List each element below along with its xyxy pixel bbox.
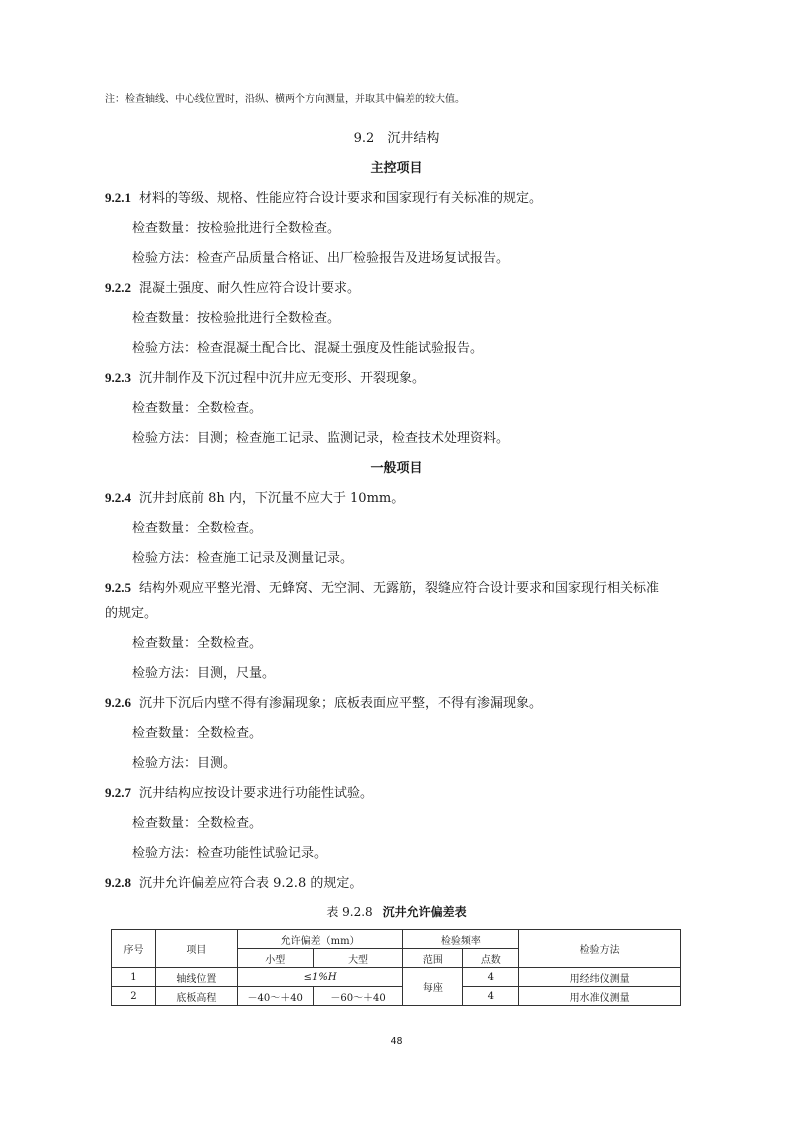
page-number: 48 — [390, 1036, 403, 1047]
heading-main-items: 主控项目 — [370, 161, 423, 176]
clause-9-2-8 — [105, 872, 362, 891]
table-number: 表 9.2.8 — [326, 905, 373, 919]
inspection-quantity: 检查数量：全数检查。 — [132, 636, 263, 651]
cell-large: －60～＋40 — [313, 987, 403, 1006]
inspection-quantity: 检查数量：全数检查。 — [132, 726, 263, 741]
heading-general-items: 一般项目 — [370, 461, 423, 476]
inspection-method: 检验方法：目测。 — [132, 756, 237, 771]
header-range: 范围 — [403, 949, 463, 968]
cell-seq: 1 — [112, 968, 156, 987]
clause-number: 9.2.3 — [105, 370, 131, 385]
clause-text: 沉井结构应按设计要求进行功能性试验。 — [139, 786, 374, 801]
inspection-method: 检验方法：目测；检查施工记录、监测记录，检查技术处理资料。 — [132, 431, 510, 446]
clause-number: 9.2.4 — [105, 490, 131, 505]
inspection-quantity: 检查数量：全数检查。 — [132, 401, 263, 416]
header-item: 项目 — [155, 930, 237, 968]
cell-seq: 2 — [112, 987, 156, 1006]
cell-tolerance: ≤1%H — [237, 968, 403, 987]
clause-number: 9.2.7 — [105, 785, 131, 800]
clause-number: 9.2.8 — [105, 875, 131, 890]
clause-9-2-1 — [105, 187, 542, 206]
clause-number: 9.2.2 — [105, 280, 131, 295]
clause-9-2-3 — [105, 367, 425, 386]
inspection-quantity: 检查数量：按检验批进行全数检查。 — [132, 311, 341, 326]
inspection-method: 检验方法：检查施工记录及测量记录。 — [132, 551, 354, 566]
inspection-method: 检验方法：检查功能性试验记录。 — [132, 846, 328, 861]
section-title: 9.2 沉井结构 — [353, 131, 440, 146]
clause-text: 混凝土强度、耐久性应符合设计要求。 — [139, 281, 361, 296]
cell-item: 底板高程 — [155, 987, 237, 1006]
clause-9-2-6 — [105, 692, 542, 711]
clause-text-continued: 的规定。 — [105, 606, 158, 621]
clause-text: 沉井允许偏差应符合表 9.2.8 的规定。 — [139, 876, 363, 891]
table-row — [112, 987, 681, 1006]
cell-points: 4 — [463, 987, 519, 1006]
inspection-quantity: 检查数量：全数检查。 — [132, 521, 263, 536]
clause-9-2-2 — [105, 277, 360, 296]
inspection-method: 检验方法：检查产品质量合格证、出厂检验报告及进场复试报告。 — [132, 251, 510, 266]
header-tolerance: 允许偏差（mm） — [237, 930, 403, 949]
inspection-method: 检验方法：目测，尺量。 — [132, 666, 276, 681]
clause-text: 沉井下沉后内壁不得有渗漏现象；底板表面应平整，不得有渗漏现象。 — [139, 696, 543, 711]
clause-9-2-7 — [105, 782, 373, 801]
table-title: 沉井允许偏差表 — [382, 905, 467, 919]
header-points: 点数 — [463, 949, 519, 968]
cell-range: 每座 — [403, 968, 463, 1006]
cell-small: －40～＋40 — [237, 987, 313, 1006]
clause-text: 材料的等级、规格、性能应符合设计要求和国家现行有关标准的规定。 — [139, 191, 543, 206]
clause-text: 沉井封底前 8h 内，下沉量不应大于 10mm。 — [139, 491, 405, 506]
header-method: 检验方法 — [519, 930, 681, 968]
clause-text: 沉井制作及下沉过程中沉井应无变形、开裂现象。 — [139, 371, 426, 386]
table-footnote: 注：检查轴线、中心线位置时，沿纵、横两个方向测量，并取其中偏差的较大值。 — [105, 94, 465, 105]
tolerance-table — [111, 929, 681, 1006]
clause-9-2-5 — [105, 577, 659, 596]
cell-method: 用经纬仪测量 — [519, 968, 681, 987]
header-small: 小型 — [237, 949, 313, 968]
inspection-quantity: 检查数量：全数检查。 — [132, 816, 263, 831]
inspection-quantity: 检查数量：按检验批进行全数检查。 — [132, 221, 341, 236]
clause-number: 9.2.1 — [105, 190, 131, 205]
clause-text: 结构外观应平整光滑、无蜂窝、无空洞、无露筋，裂缝应符合设计要求和国家现行相关标准 — [139, 581, 660, 596]
cell-points: 4 — [463, 968, 519, 987]
clause-number: 9.2.6 — [105, 695, 131, 710]
cell-method: 用水准仪测量 — [519, 987, 681, 1006]
inspection-method: 检验方法：检查混凝土配合比、混凝土强度及性能试验报告。 — [132, 341, 484, 356]
table-row — [112, 968, 681, 987]
table-header-row — [112, 930, 681, 949]
header-seq: 序号 — [112, 930, 156, 968]
clause-9-2-4 — [105, 487, 404, 506]
cell-item: 轴线位置 — [155, 968, 237, 987]
header-frequency: 检验频率 — [403, 930, 519, 949]
table-caption — [0, 903, 793, 920]
clause-number: 9.2.5 — [105, 580, 131, 595]
header-large: 大型 — [313, 949, 403, 968]
